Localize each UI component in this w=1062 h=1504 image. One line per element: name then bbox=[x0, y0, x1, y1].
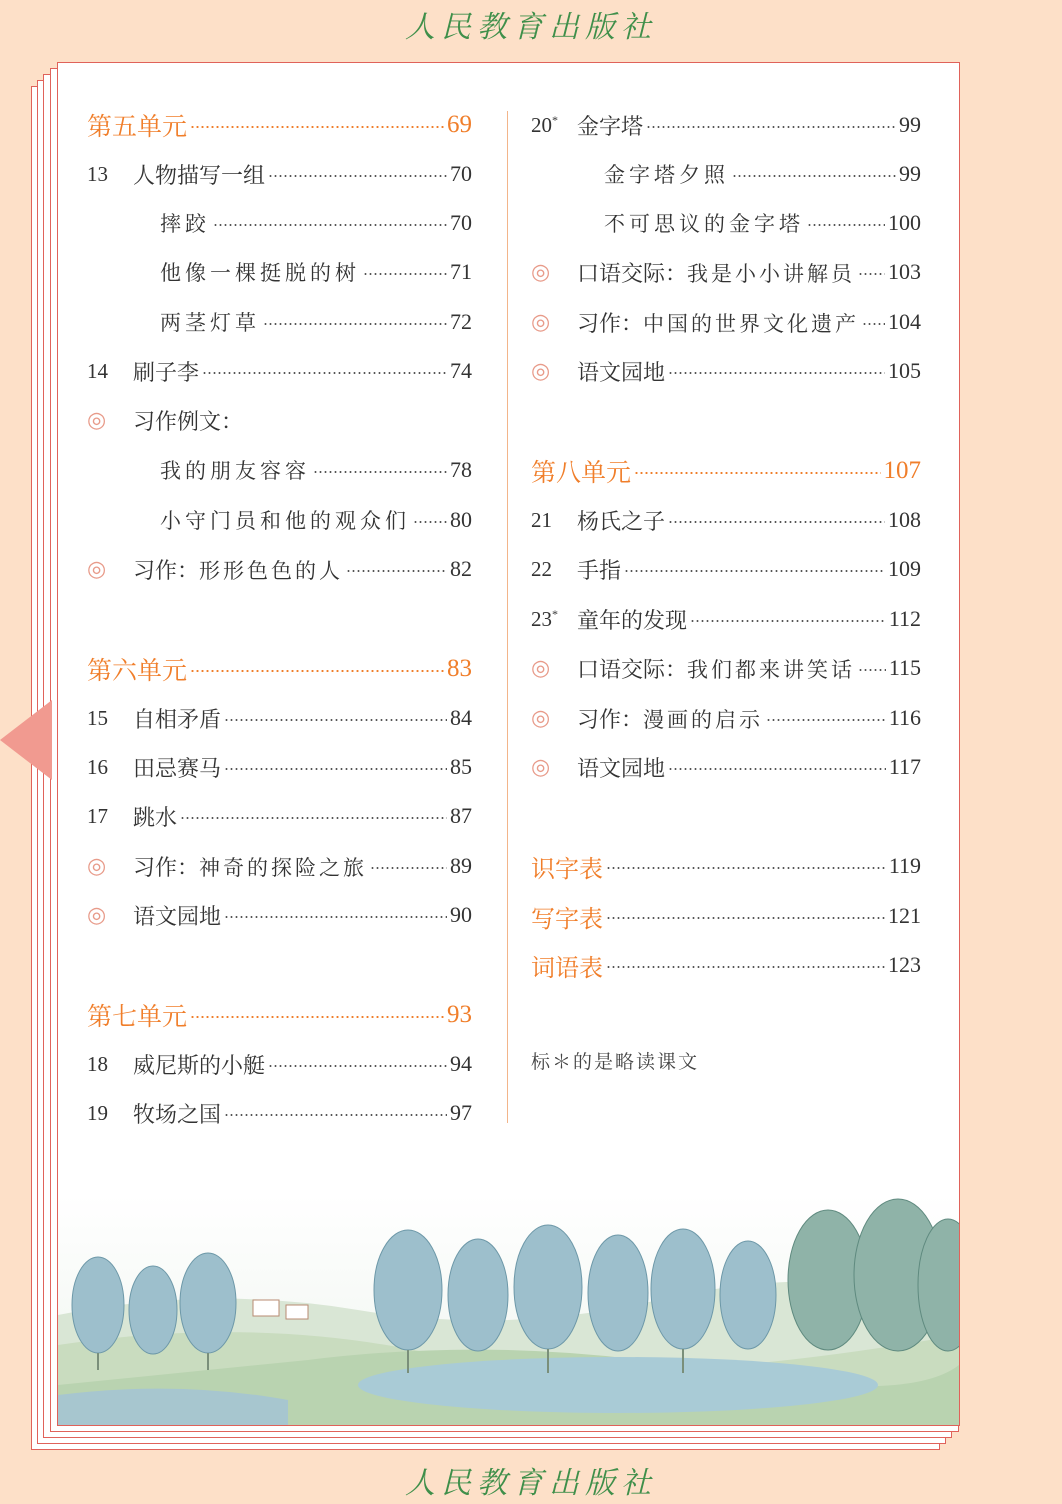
unit-title: 第八单元 bbox=[531, 458, 632, 487]
dot-leader bbox=[807, 224, 885, 226]
publisher-logo-top: 人民教育出版社 bbox=[405, 10, 657, 45]
dot-leader bbox=[862, 323, 885, 325]
page-number: 78 bbox=[450, 457, 472, 482]
lesson-title: 金字塔 bbox=[577, 114, 644, 140]
toc-sub-entry[interactable] bbox=[87, 452, 472, 488]
page-number: 97 bbox=[450, 1100, 472, 1125]
page-number: 69 bbox=[447, 111, 472, 138]
toc-activity-entry[interactable] bbox=[531, 254, 921, 290]
dot-leader bbox=[268, 175, 447, 177]
bookmark-ribbon bbox=[0, 700, 52, 780]
lesson-number-text: 14 bbox=[87, 358, 108, 383]
page-number: 74 bbox=[450, 358, 472, 383]
double-circle-icon: ◎ bbox=[531, 705, 551, 731]
dot-leader bbox=[624, 570, 885, 572]
lesson-title: 童年的发现 bbox=[577, 608, 688, 634]
lesson-title: 田忌赛马 bbox=[133, 756, 222, 782]
toc-appendix-entry[interactable] bbox=[531, 947, 921, 983]
lesson-title: 人物描写一组 bbox=[133, 163, 266, 189]
double-circle-icon: ◎ bbox=[531, 655, 551, 681]
activity-label: 习作： bbox=[133, 855, 200, 881]
dot-leader bbox=[224, 1114, 447, 1116]
page-number: 117 bbox=[888, 754, 921, 779]
lesson-number-text: 19 bbox=[87, 1100, 108, 1125]
toc-lesson-entry[interactable] bbox=[531, 601, 921, 637]
activity-label: 习作： bbox=[133, 558, 200, 584]
sub-title: 我的朋友容容 bbox=[160, 459, 310, 483]
toc-activity-entry[interactable] bbox=[87, 402, 472, 438]
lesson-number-text: 22 bbox=[531, 556, 552, 581]
dot-leader bbox=[180, 817, 447, 819]
page-number: 119 bbox=[888, 853, 921, 878]
toc-activity-entry[interactable] bbox=[87, 551, 472, 587]
sub-title: 摔跤 bbox=[160, 212, 210, 236]
dot-leader bbox=[766, 719, 886, 721]
unit-title: 第六单元 bbox=[87, 656, 188, 685]
dot-leader bbox=[858, 669, 886, 671]
dot-leader bbox=[346, 570, 447, 572]
activity-title bbox=[577, 307, 859, 338]
page-number: 90 bbox=[450, 902, 472, 927]
dot-leader bbox=[690, 620, 886, 622]
dot-leader bbox=[606, 966, 885, 968]
lesson-number bbox=[87, 755, 133, 780]
dot-leader bbox=[668, 768, 886, 770]
dot-leader bbox=[268, 1065, 447, 1067]
toc-lesson-entry[interactable] bbox=[87, 1095, 472, 1131]
toc-activity-entry[interactable] bbox=[531, 353, 921, 389]
page-number: 85 bbox=[450, 754, 472, 779]
sub-title: 两茎灯草 bbox=[160, 311, 260, 335]
column-divider bbox=[507, 111, 508, 1123]
activity-label: 口语交际： bbox=[577, 261, 688, 287]
double-circle-icon: ◎ bbox=[87, 407, 107, 433]
lesson-number-text: 16 bbox=[87, 754, 108, 779]
dot-leader bbox=[224, 719, 447, 721]
toc-lesson-entry[interactable] bbox=[87, 749, 472, 785]
dot-leader bbox=[370, 867, 447, 869]
activity-title bbox=[133, 554, 343, 585]
page-number: 82 bbox=[450, 556, 472, 581]
activity-subtitle: 形形色色的人 bbox=[199, 558, 344, 583]
toc-appendix-entry[interactable] bbox=[531, 898, 921, 934]
lesson-title: 刷子李 bbox=[133, 360, 200, 386]
activity-title bbox=[577, 653, 855, 684]
page-number: 108 bbox=[888, 507, 921, 532]
activity-subtitle: 中国的世界文化遗产 bbox=[643, 311, 860, 336]
activity-subtitle: 我们都来讲笑话 bbox=[687, 657, 856, 682]
toc-lesson-entry[interactable] bbox=[531, 107, 921, 143]
toc-lesson-entry[interactable] bbox=[87, 1046, 472, 1082]
toc-sub-entry[interactable] bbox=[87, 502, 472, 538]
page-number: 100 bbox=[888, 210, 921, 235]
lesson-number bbox=[87, 1052, 133, 1077]
dot-leader bbox=[190, 670, 444, 672]
page-number: 99 bbox=[899, 112, 921, 137]
toc-activity-entry[interactable] bbox=[531, 304, 921, 340]
double-circle-icon: ◎ bbox=[87, 853, 107, 879]
lesson-number-text: 20 bbox=[531, 112, 552, 137]
toc-lesson-entry[interactable] bbox=[87, 156, 472, 192]
lesson-number-text: 21 bbox=[531, 507, 552, 532]
appendix-title: 写字表 bbox=[531, 904, 603, 933]
toc-sub-entry[interactable] bbox=[531, 205, 921, 241]
toc-lesson-entry[interactable] bbox=[531, 551, 921, 587]
page-number: 121 bbox=[888, 903, 921, 928]
page-number: 87 bbox=[450, 803, 472, 828]
page-number: 107 bbox=[883, 457, 921, 484]
skim-reading-star: * bbox=[552, 606, 558, 621]
toc-unit-heading[interactable] bbox=[87, 107, 472, 143]
toc-lesson-entry[interactable] bbox=[87, 353, 472, 389]
unit-title: 第五单元 bbox=[87, 112, 188, 141]
page-number: 104 bbox=[888, 309, 921, 334]
page-number: 94 bbox=[450, 1051, 472, 1076]
lesson-number-text: 18 bbox=[87, 1051, 108, 1076]
activity-label: 习作： bbox=[577, 311, 644, 337]
lesson-number bbox=[531, 557, 577, 582]
lesson-number bbox=[87, 706, 133, 731]
toc-page bbox=[57, 62, 960, 1426]
lesson-number bbox=[87, 1101, 133, 1126]
activity-title bbox=[133, 851, 367, 882]
page-number: 71 bbox=[450, 259, 472, 284]
dot-leader bbox=[363, 273, 447, 275]
page-number: 70 bbox=[450, 161, 472, 186]
landscape-illustration bbox=[58, 1195, 959, 1425]
page-number: 123 bbox=[888, 952, 921, 977]
dot-leader bbox=[202, 372, 447, 374]
double-circle-icon: ◎ bbox=[531, 754, 551, 780]
activity-label: 语文园地 bbox=[133, 904, 222, 930]
toc-unit-heading[interactable] bbox=[531, 453, 921, 489]
dot-leader bbox=[313, 471, 447, 473]
activity-label: 语文园地 bbox=[577, 360, 666, 386]
activity-title bbox=[577, 356, 665, 387]
double-circle-icon: ◎ bbox=[531, 358, 551, 384]
toc-unit-heading[interactable] bbox=[87, 651, 472, 687]
dot-leader bbox=[413, 521, 447, 523]
dot-leader bbox=[606, 867, 886, 869]
toc-appendix-entry[interactable] bbox=[531, 848, 921, 884]
activity-subtitle: 漫画的启示 bbox=[643, 707, 764, 732]
sub-title: 金字塔夕照 bbox=[604, 163, 729, 187]
sub-title: 不可思议的金字塔 bbox=[604, 212, 804, 236]
page-number: 93 bbox=[447, 1001, 472, 1028]
double-circle-icon: ◎ bbox=[531, 309, 551, 335]
dot-leader bbox=[732, 175, 896, 177]
double-circle-icon: ◎ bbox=[87, 902, 107, 928]
lesson-title: 威尼斯的小艇 bbox=[133, 1053, 266, 1079]
lesson-number bbox=[87, 804, 133, 829]
activity-subtitle: 我是小小讲解员 bbox=[687, 261, 856, 286]
activity-title bbox=[577, 703, 763, 734]
dot-leader bbox=[668, 372, 885, 374]
activity-title bbox=[133, 900, 221, 931]
toc-activity-entry[interactable] bbox=[87, 897, 472, 933]
dot-leader bbox=[606, 917, 885, 919]
page-number: 70 bbox=[450, 210, 472, 235]
toc-activity-entry[interactable] bbox=[531, 749, 921, 785]
activity-label: 口语交际： bbox=[577, 657, 688, 683]
lesson-number-text: 15 bbox=[87, 705, 108, 730]
dot-leader bbox=[224, 768, 447, 770]
toc-sub-entry[interactable] bbox=[87, 254, 472, 290]
lesson-number-text: 23 bbox=[531, 606, 552, 631]
page-number: 89 bbox=[450, 853, 472, 878]
page-number: 103 bbox=[888, 259, 921, 284]
toc-lesson-entry[interactable] bbox=[531, 502, 921, 538]
lesson-title: 跳水 bbox=[133, 805, 178, 831]
publisher-logo-bottom: 人民教育出版社 bbox=[405, 1466, 657, 1501]
page-number: 116 bbox=[888, 705, 921, 730]
lesson-title: 杨氏之子 bbox=[577, 509, 666, 535]
toc-activity-entry[interactable] bbox=[87, 848, 472, 884]
lesson-number bbox=[87, 359, 133, 384]
activity-label: 语文园地 bbox=[577, 756, 666, 782]
lesson-number bbox=[87, 162, 133, 187]
toc-unit-heading[interactable] bbox=[87, 997, 472, 1033]
toc-activity-entry[interactable] bbox=[531, 700, 921, 736]
lesson-number bbox=[531, 607, 577, 632]
lesson-number-text: 17 bbox=[87, 803, 108, 828]
appendix-title: 识字表 bbox=[531, 854, 603, 883]
dot-leader bbox=[224, 916, 447, 918]
activity-title bbox=[577, 752, 665, 783]
page-number: 83 bbox=[447, 655, 472, 682]
lesson-title: 自相矛盾 bbox=[133, 707, 222, 733]
skim-reading-star: * bbox=[552, 112, 558, 127]
dot-leader bbox=[858, 273, 885, 275]
page-number: 80 bbox=[450, 507, 472, 532]
sub-title: 小守门员和他的观众们 bbox=[160, 509, 410, 533]
activity-label: 习作例文： bbox=[133, 409, 244, 435]
dot-leader bbox=[213, 224, 447, 226]
activity-subtitle: 神奇的探险之旅 bbox=[199, 855, 368, 880]
lesson-number-text: 13 bbox=[87, 161, 108, 186]
page-number: 105 bbox=[888, 358, 921, 383]
toc-lesson-entry[interactable] bbox=[87, 798, 472, 834]
toc-sub-entry[interactable] bbox=[87, 205, 472, 241]
page-number: 115 bbox=[888, 655, 921, 680]
dot-leader bbox=[668, 521, 885, 523]
toc-activity-entry[interactable] bbox=[531, 650, 921, 686]
page-number: 84 bbox=[450, 705, 472, 730]
page-number: 109 bbox=[888, 556, 921, 581]
lesson-number bbox=[531, 508, 577, 533]
page-number: 112 bbox=[888, 606, 921, 631]
dot-leader bbox=[263, 323, 447, 325]
appendix-title: 词语表 bbox=[531, 953, 603, 982]
toc-footnote: 标＊的是略读课文 bbox=[531, 1051, 700, 1073]
dot-leader bbox=[190, 1016, 444, 1018]
dot-leader bbox=[190, 126, 444, 128]
toc-sub-entry[interactable] bbox=[531, 156, 921, 192]
dot-leader bbox=[634, 472, 880, 474]
double-circle-icon: ◎ bbox=[87, 556, 107, 582]
page-number: 72 bbox=[450, 309, 472, 334]
double-circle-icon: ◎ bbox=[531, 259, 551, 285]
dot-leader bbox=[646, 126, 896, 128]
unit-title: 第七单元 bbox=[87, 1002, 188, 1031]
lesson-title: 牧场之国 bbox=[133, 1102, 222, 1128]
toc-sub-entry[interactable] bbox=[87, 304, 472, 340]
sub-title: 他像一棵挺脱的树 bbox=[160, 261, 360, 285]
activity-title bbox=[133, 405, 243, 436]
activity-label: 习作： bbox=[577, 707, 644, 733]
lesson-number bbox=[531, 113, 577, 138]
activity-title bbox=[577, 257, 855, 288]
page-number: 99 bbox=[899, 161, 921, 186]
lesson-title: 手指 bbox=[577, 558, 622, 584]
toc-lesson-entry[interactable] bbox=[87, 700, 472, 736]
